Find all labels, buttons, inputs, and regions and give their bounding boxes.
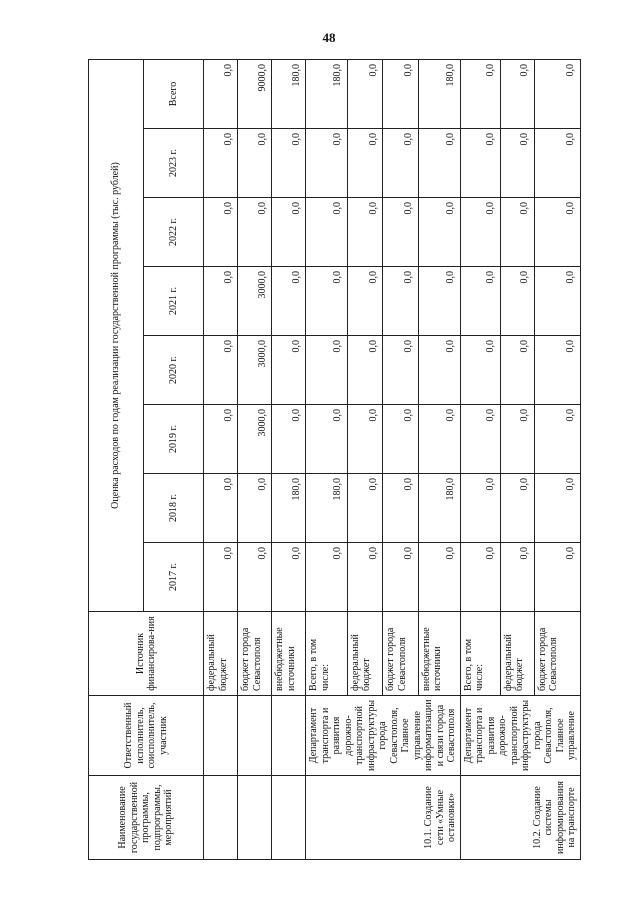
value-cell: 180,0 — [272, 60, 306, 129]
header-year: 2020 г. — [144, 336, 204, 405]
value-cell: 0,0 — [460, 129, 500, 198]
value-cell: 0,0 — [347, 267, 382, 336]
name-cell — [272, 776, 306, 860]
value-cell: 0,0 — [418, 336, 460, 405]
value-cell: 0,0 — [534, 129, 580, 198]
value-cell: 0,0 — [204, 405, 238, 474]
value-cell: 0,0 — [460, 336, 500, 405]
value-cell: 0,0 — [534, 336, 580, 405]
value-cell: 0,0 — [534, 60, 580, 129]
value-cell: 0,0 — [383, 129, 418, 198]
measure-name: 10.2. Создание системы информирования на транспорте — [460, 776, 580, 860]
source-cell: Всего, в том числе: — [306, 612, 348, 696]
value-cell: 0,0 — [460, 267, 500, 336]
value-cell: 3000,0 — [238, 267, 272, 336]
value-cell: 9000,0 — [238, 60, 272, 129]
value-cell: 0,0 — [204, 474, 238, 543]
table-container — [88, 60, 577, 860]
value-cell: 0,0 — [272, 198, 306, 267]
value-cell: 180,0 — [418, 474, 460, 543]
header-executor: Ответственный исполнитель, соисполнитель, участник — [89, 696, 204, 776]
value-cell: 0,0 — [418, 405, 460, 474]
value-cell: 0,0 — [383, 543, 418, 612]
value-cell: 0,0 — [238, 198, 272, 267]
source-cell: бюджет города Севастополя — [534, 612, 580, 696]
header-name: Наименование государственной программы, подпрограммы, мероприятий — [89, 776, 204, 860]
value-cell: 0,0 — [347, 198, 382, 267]
value-cell: 0,0 — [383, 474, 418, 543]
value-cell: 0,0 — [272, 405, 306, 474]
value-cell: 0,0 — [500, 198, 534, 267]
value-cell: 0,0 — [347, 336, 382, 405]
value-cell: 0,0 — [204, 129, 238, 198]
header-year: 2023 г. — [144, 129, 204, 198]
value-cell: 0,0 — [204, 60, 238, 129]
value-cell: 0,0 — [418, 129, 460, 198]
value-cell: 0,0 — [460, 543, 500, 612]
value-cell: 0,0 — [383, 60, 418, 129]
table-row — [306, 60, 348, 860]
value-cell: 0,0 — [347, 543, 382, 612]
value-cell: 3000,0 — [238, 336, 272, 405]
source-cell: бюджет города Севастополя — [383, 612, 418, 696]
value-cell: 0,0 — [500, 267, 534, 336]
value-cell: 0,0 — [204, 198, 238, 267]
value-cell: 0,0 — [272, 129, 306, 198]
value-cell: 0,0 — [460, 474, 500, 543]
value-cell: 0,0 — [306, 405, 348, 474]
header-year: 2022 г. — [144, 198, 204, 267]
value-cell: 0,0 — [500, 60, 534, 129]
table-row — [204, 60, 238, 860]
value-cell: 0,0 — [347, 405, 382, 474]
source-cell: федеральный бюджет — [347, 612, 382, 696]
source-cell: бюджет города Севастополя — [238, 612, 272, 696]
executor-cell — [238, 696, 272, 776]
value-cell: 0,0 — [534, 474, 580, 543]
value-cell: 0,0 — [272, 336, 306, 405]
header-year: 2018 г. — [144, 474, 204, 543]
header-estimate-group: Оценка расходов по годам реализации государственной программы (тыс. рублей) — [89, 60, 144, 612]
value-cell: 0,0 — [272, 543, 306, 612]
value-cell: 0,0 — [383, 405, 418, 474]
value-cell: 0,0 — [534, 405, 580, 474]
value-cell: 0,0 — [534, 198, 580, 267]
value-cell: 0,0 — [306, 336, 348, 405]
value-cell: 0,0 — [500, 543, 534, 612]
value-cell: 180,0 — [306, 474, 348, 543]
measure-name: 10.1. Создание сети «Умные остановки» — [306, 776, 461, 860]
value-cell: 0,0 — [238, 474, 272, 543]
value-cell: 0,0 — [306, 543, 348, 612]
value-cell: 0,0 — [383, 198, 418, 267]
name-cell — [238, 776, 272, 860]
executor-cell — [272, 696, 306, 776]
executor-cell: Департамент транспорта и развития дорожно-транспортной инфраструктуры города Севастополя, Главное управление информатизации и связи города Севастополя — [306, 696, 461, 776]
value-cell: 0,0 — [418, 543, 460, 612]
value-cell: 0,0 — [347, 60, 382, 129]
header-year: 2017 г. — [144, 543, 204, 612]
page-number: 48 — [322, 30, 336, 45]
value-cell: 0,0 — [500, 336, 534, 405]
value-cell: 0,0 — [500, 474, 534, 543]
executor-cell — [204, 696, 238, 776]
executor-cell: Департамент транспорта и развития дорожно-транспортной инфраструктуры города Севастополя, Главное управление — [460, 696, 580, 776]
source-cell: Всего, в том числе: — [460, 612, 500, 696]
source-cell: внебюджетные источники — [418, 612, 460, 696]
value-cell: 0,0 — [383, 267, 418, 336]
value-cell: 0,0 — [460, 60, 500, 129]
value-cell: 0,0 — [418, 198, 460, 267]
value-cell: 180,0 — [272, 474, 306, 543]
source-cell: внебюджетные источники — [272, 612, 306, 696]
table-row — [460, 60, 500, 860]
header-total: Всего — [144, 60, 204, 129]
value-cell: 0,0 — [306, 198, 348, 267]
source-cell: федеральный бюджет — [204, 612, 238, 696]
value-cell: 0,0 — [306, 129, 348, 198]
value-cell: 0,0 — [204, 267, 238, 336]
value-cell: 0,0 — [347, 474, 382, 543]
value-cell: 0,0 — [238, 129, 272, 198]
table-row — [272, 60, 306, 860]
expenditure-table — [88, 59, 581, 860]
value-cell: 180,0 — [418, 60, 460, 129]
value-cell: 0,0 — [500, 405, 534, 474]
name-cell — [204, 776, 238, 860]
value-cell: 180,0 — [306, 60, 348, 129]
value-cell: 0,0 — [238, 543, 272, 612]
value-cell: 0,0 — [204, 543, 238, 612]
value-cell: 0,0 — [383, 336, 418, 405]
value-cell: 0,0 — [306, 267, 348, 336]
header-source: Источник финансирова-ния — [89, 612, 204, 696]
table-row — [238, 60, 272, 860]
value-cell: 0,0 — [534, 267, 580, 336]
value-cell: 3000,0 — [238, 405, 272, 474]
value-cell: 0,0 — [418, 267, 460, 336]
value-cell: 0,0 — [272, 267, 306, 336]
value-cell: 0,0 — [204, 336, 238, 405]
header-year: 2021 г. — [144, 267, 204, 336]
value-cell: 0,0 — [347, 129, 382, 198]
value-cell: 0,0 — [460, 198, 500, 267]
value-cell: 0,0 — [500, 129, 534, 198]
value-cell: 0,0 — [534, 543, 580, 612]
source-cell: федеральный бюджет — [500, 612, 534, 696]
header-year: 2019 г. — [144, 405, 204, 474]
value-cell: 0,0 — [460, 405, 500, 474]
